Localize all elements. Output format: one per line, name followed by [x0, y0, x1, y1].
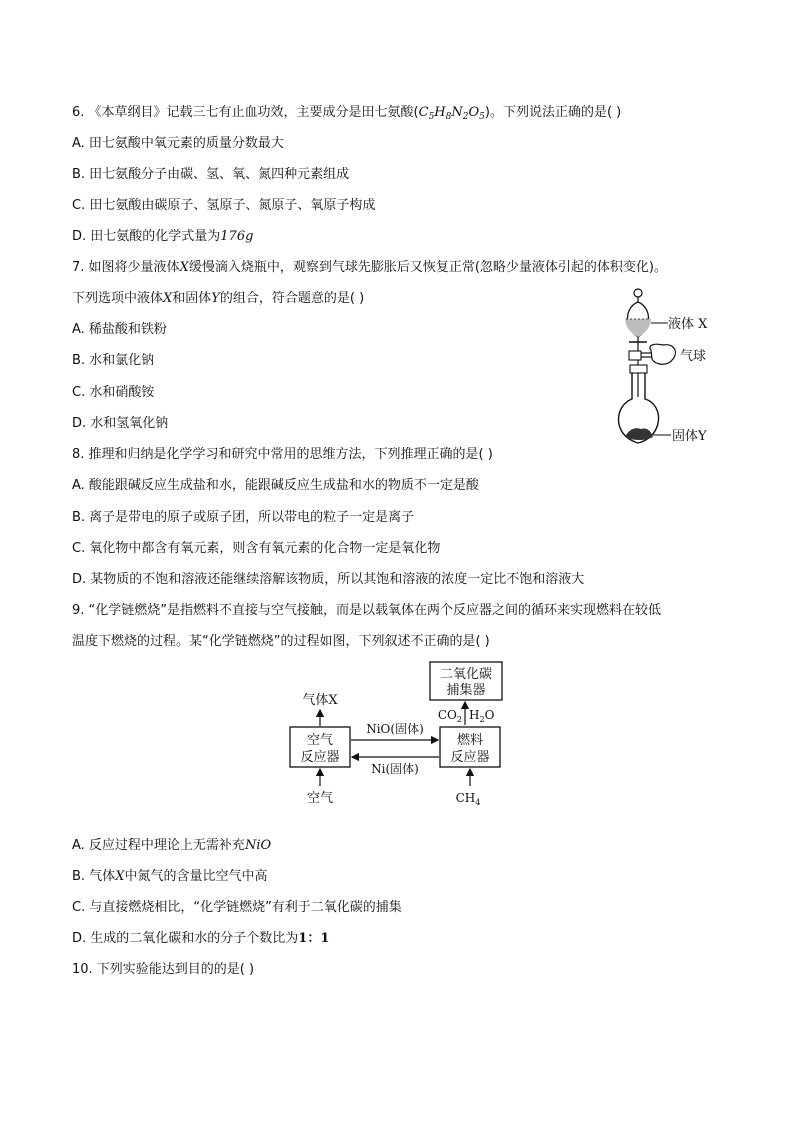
- co2-label: $CO_2$: [437, 708, 462, 724]
- q8-option-a: A. 酸能跟碱反应生成盐和水，能跟碱反应生成盐和水的物质不一定是酸: [72, 478, 479, 493]
- air-reactor-label-2: 反应器: [300, 750, 340, 765]
- q8-stem: 8. 推理和归纳是化学学习和研究中常用的思维方法，下列推理正确的是( ): [72, 447, 493, 462]
- q7-stem-line2: 下列选项中液体X和固体Y的组合，符合题意的是( ): [72, 291, 365, 306]
- q9-option-c: C. 与直接燃烧相比，“化学链燃烧”有利于二氧化碳的捕集: [72, 900, 402, 915]
- q8-option-d: D. 某物质的不饱和溶液还能继续溶解该物质，所以其饱和溶液的浓度一定比不饱和溶液大: [72, 572, 585, 587]
- h2o-label: $H_2O$: [469, 708, 495, 724]
- q8-option-b: B. 离子是带电的原子或原子团，所以带电的粒子一定是离子: [72, 510, 415, 525]
- balloon-icon: [650, 344, 675, 364]
- fuel-reactor-label-2: 反应器: [450, 750, 490, 765]
- q9-option-b: B. 气体X中氮气的含量比空气中高: [72, 869, 268, 884]
- q7-option-a: A. 稀盐酸和铁粉: [72, 322, 167, 337]
- collector-label-1: 二氧化碳: [439, 667, 493, 682]
- ni-label: Ni(固体): [371, 762, 419, 776]
- air-reactor-label-1: 空气: [306, 733, 334, 748]
- q7-option-b: B. 水和氯化钠: [72, 353, 155, 368]
- q9-stem-line1: 9. “化学链燃烧”是指燃料不直接与空气接触，而是以载氧体在两个反应器之间的循环来实现燃料在较低: [72, 603, 662, 618]
- q7-stem-line1: 7. 如图将少量液体X缓慢滴入烧瓶中，观察到气球先膨胀后又恢复正常(忽略少量液体引起的体积变化)。: [72, 260, 667, 275]
- air-input-label: 空气: [306, 791, 334, 806]
- nio-label: NiO(固体): [366, 722, 424, 736]
- ch4-label: $CH_4$: [455, 791, 481, 807]
- q9-stem-line2: 温度下燃烧的过程。某“化学链燃烧”的过程如图，下列叙述不正确的是( ): [72, 634, 490, 649]
- solid-y-fill: [625, 428, 653, 440]
- q6-stem: 6. 《本草纲目》记载三七有止血功效，主要成分是田七氨酸$(C_5H_8N_2O_5)$。下列说法正确的是( ): [72, 105, 622, 122]
- q6-option-b: B. 田七氨酸分子由碳、氢、氧、氮四种元素组成: [72, 167, 350, 182]
- liquid-x-label: 液体 X: [668, 317, 708, 332]
- balloon-label: 气球: [680, 349, 707, 364]
- q7-flask-figure: [605, 285, 730, 455]
- q9-option-a: A. 反应过程中理论上无需补充NiO: [72, 838, 272, 853]
- q9-option-d: D. 生成的二氧化碳和水的分子个数比为1：1: [72, 931, 330, 946]
- q9-process-diagram: [280, 660, 520, 810]
- solid-y-label: 固体Y: [672, 429, 707, 444]
- fuel-reactor-label-1: 燃料: [456, 733, 484, 748]
- q8-option-c: C. 氧化物中都含有氧元素，则含有氧元素的化合物一定是氧化物: [72, 541, 441, 556]
- collector-label-2: 捕集器: [446, 683, 486, 698]
- gas-x-label: 气体X: [302, 693, 338, 708]
- liquid-x-fill: [625, 319, 651, 337]
- funnel-stopper: [634, 289, 642, 297]
- q7-option-d: D. 水和氢氧化钠: [72, 416, 169, 431]
- q10-stem: 10. 下列实验能达到目的的是( ): [72, 962, 255, 977]
- q6-formula: $C_5H_8N_2O_5$: [418, 105, 485, 122]
- q6-option-c: C. 田七氨酸由碳原子、氢原子、氮原子、氧原子构成: [72, 198, 376, 213]
- q6-option-d: D. 田七氨酸的化学式量为176g: [72, 229, 254, 244]
- q6-option-a: A. 田七氨酸中氧元素的质量分数最大: [72, 136, 284, 151]
- q7-option-c: C. 水和硝酸铵: [72, 385, 155, 400]
